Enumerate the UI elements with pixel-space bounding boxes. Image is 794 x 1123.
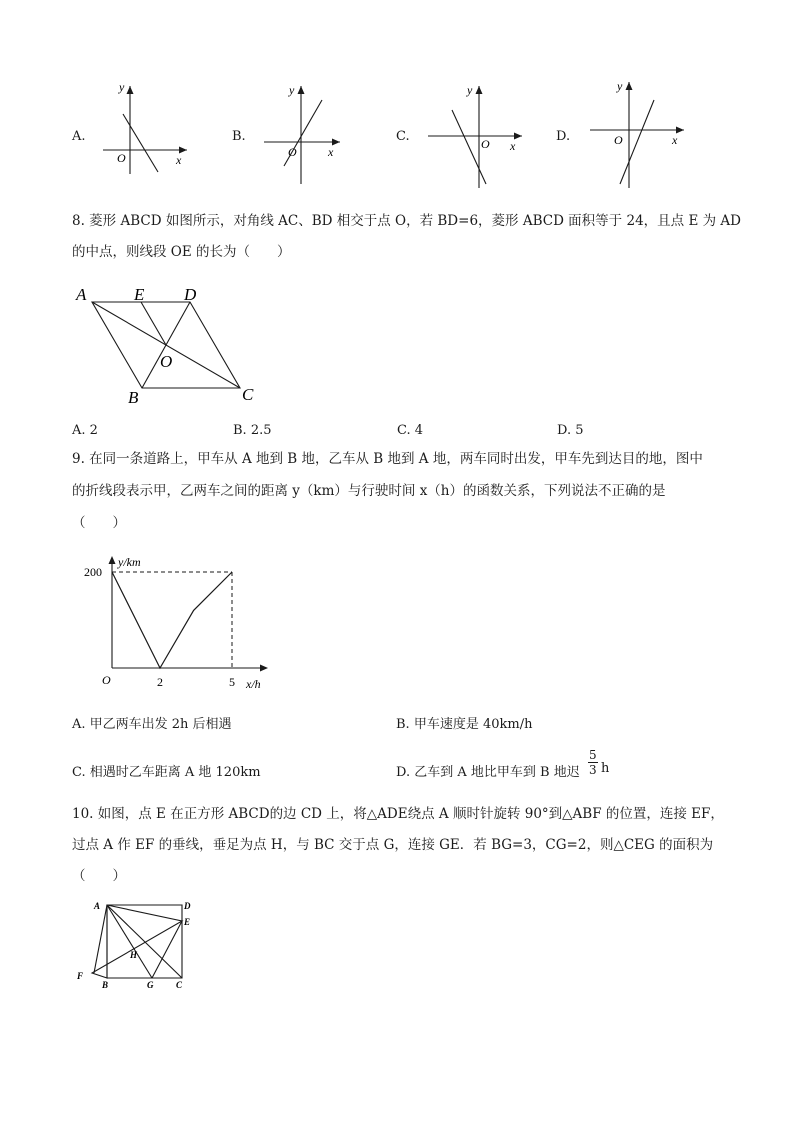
q7-graph-c bbox=[422, 80, 532, 192]
svg-text:y: y bbox=[119, 80, 125, 94]
q9-stem-line1: 9. 在同一条道路上，甲车从 A 地到 B 地，乙车从 B 地到 A 地，两车同时出发，甲车先到达目的地，图中 bbox=[72, 451, 703, 467]
q7-option-a-label: A. bbox=[72, 129, 86, 144]
q9-option-a: A. 甲乙两车出发 2h 后相遇 bbox=[72, 717, 232, 732]
svg-text:A: A bbox=[76, 285, 87, 304]
svg-text:D: D bbox=[184, 285, 197, 304]
svg-text:A: A bbox=[94, 901, 101, 911]
q9-distance-time-chart bbox=[80, 548, 280, 694]
fraction-denominator: 3 bbox=[589, 763, 597, 777]
y-tick-label-200: 200 bbox=[84, 565, 102, 579]
q9-option-d-unit: h bbox=[601, 761, 610, 776]
q9-stem-line3: （ ） bbox=[72, 515, 126, 531]
q9-option-c: C. 相遇时乙车距离 A 地 120km bbox=[72, 765, 261, 780]
svg-text:D: D bbox=[184, 901, 191, 911]
q8-stem-line1: 8. 菱形 ABCD 如图所示，对角线 AC、BD 相交于点 O，若 BD=6，菱形 ABCD 面积等于 24，且点 E 为 AD bbox=[72, 213, 741, 229]
svg-text:x: x bbox=[176, 153, 182, 167]
svg-text:x: x bbox=[672, 133, 678, 147]
svg-text:O: O bbox=[288, 145, 297, 159]
q7-graph-d bbox=[584, 76, 692, 192]
x-axis-label: x/h bbox=[246, 677, 261, 691]
q8-stem-line2: 的中点，则线段 OE 的长为（ ） bbox=[72, 244, 291, 260]
svg-text:E: E bbox=[134, 285, 145, 304]
q9-option-d-fraction bbox=[588, 749, 598, 776]
q8-option-c: C. 4 bbox=[397, 423, 424, 438]
q10-stem-line2: 过点 A 作 EF 的垂线，垂足为点 H，与 BC 交于点 G，连接 GE．若 BG=3，CG=2，则△CEG 的面积为 bbox=[72, 837, 714, 853]
x-tick-label-2: 2 bbox=[157, 675, 163, 689]
svg-text:x: x bbox=[328, 145, 334, 159]
svg-text:C: C bbox=[242, 385, 254, 404]
svg-text:y: y bbox=[467, 83, 473, 97]
q7-option-b-label: B. bbox=[232, 129, 246, 144]
q8-option-b: B. 2.5 bbox=[233, 423, 272, 438]
q9-option-d bbox=[396, 761, 580, 780]
y-axis-label: y/km bbox=[118, 555, 141, 569]
q9-option-d-text: D. 乙车到 A 地比甲车到 B 地迟 bbox=[396, 765, 580, 780]
svg-text:B: B bbox=[128, 388, 139, 407]
svg-text:O: O bbox=[614, 133, 623, 147]
fraction-numerator: 5 bbox=[589, 748, 597, 762]
svg-text:H: H bbox=[130, 950, 138, 960]
x-axis-arrow bbox=[260, 665, 268, 672]
svg-text:O: O bbox=[117, 151, 126, 165]
svg-text:G: G bbox=[147, 980, 154, 990]
x-tick-label-5: 5 bbox=[229, 675, 235, 689]
q7-option-d-label: D. bbox=[556, 129, 571, 144]
q10-stem-line3: （ ） bbox=[72, 868, 126, 884]
y-axis-arrow bbox=[109, 556, 116, 564]
q10-square-figure bbox=[72, 895, 202, 995]
svg-text:O: O bbox=[160, 352, 173, 371]
q8-option-a: A. 2 bbox=[72, 423, 98, 438]
svg-text:x: x bbox=[510, 139, 516, 153]
origin-label: O bbox=[102, 673, 111, 687]
q7-graph-a bbox=[95, 78, 195, 178]
q9-stem-line2: 的折线段表示甲，乙两车之间的距离 y（km）与行驶时间 x（h）的函数关系，下列说法不正确的是 bbox=[72, 483, 666, 499]
svg-text:y: y bbox=[289, 83, 295, 97]
svg-text:y: y bbox=[617, 79, 623, 93]
q8-option-d: D. 5 bbox=[557, 423, 584, 438]
svg-text:C: C bbox=[176, 980, 183, 990]
svg-text:B: B bbox=[102, 980, 109, 990]
q7-graph-b bbox=[258, 80, 348, 188]
svg-text:O: O bbox=[481, 137, 490, 151]
q8-rhombus-figure bbox=[70, 282, 270, 410]
q10-stem-line1: 10. 如图，点 E 在正方形 ABCD的边 CD 上，将△ADE绕点 A 顺时针旋转 90°到△ABF 的位置，连接 EF， bbox=[72, 806, 724, 822]
svg-text:E: E bbox=[184, 917, 191, 927]
svg-text:F: F bbox=[77, 971, 84, 981]
distance-series-line bbox=[112, 572, 232, 668]
q9-option-b: B. 甲车速度是 40km/h bbox=[396, 717, 533, 732]
q7-option-c-label: C. bbox=[396, 129, 410, 144]
